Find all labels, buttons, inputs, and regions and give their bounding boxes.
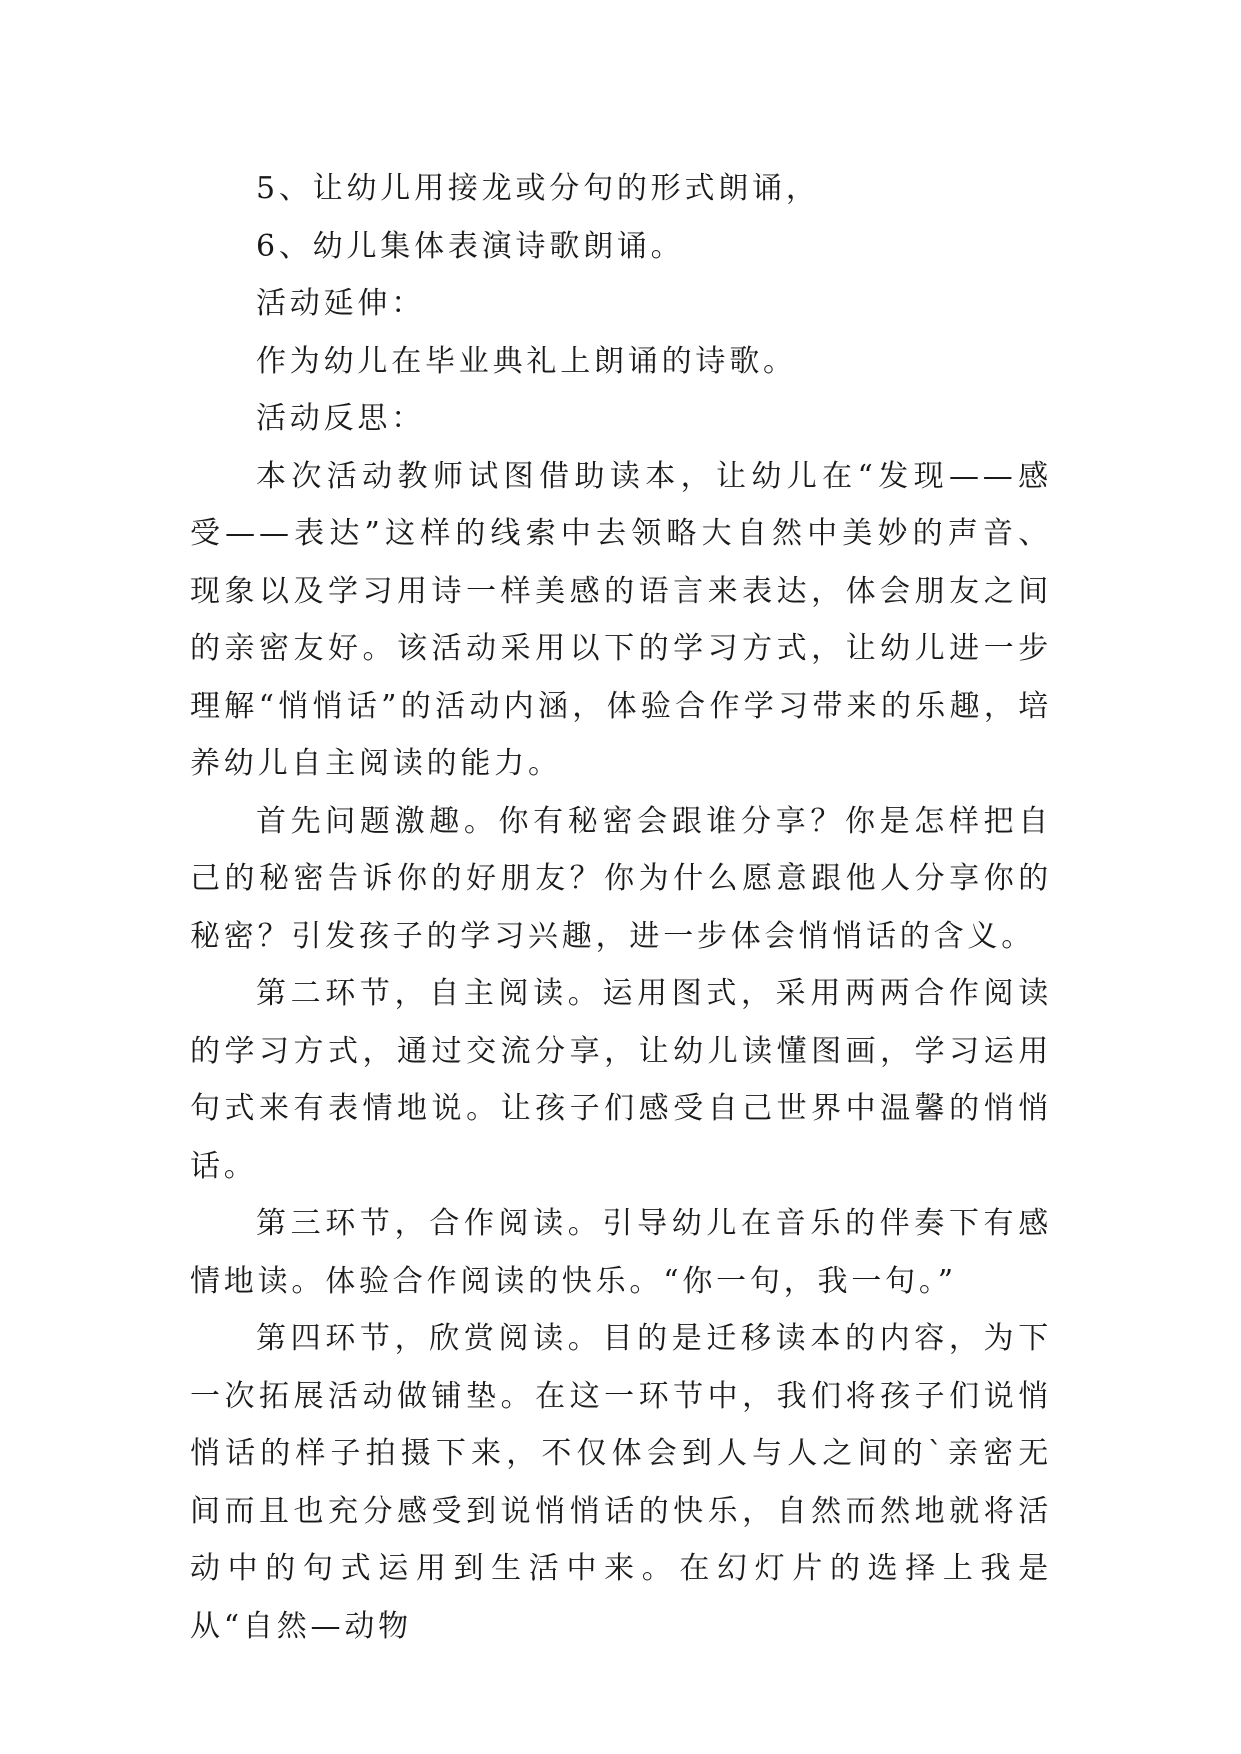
- paragraph-reflection-intro: 本次活动教师试图借助读本，让幼儿在“发现——感受——表达”这样的线索中去领略大自然中美妙的声音、现象以及学习用诗一样美感的语言来表达，体会朋友之间的亲密友好。该活动采用以下的学习方式，让幼儿进一步理解“悄悄话”的活动内涵，体验合作学习带来的乐趣，培养幼儿自主阅读的能力。: [190, 458, 1052, 781]
- heading-activity-extension: 活动延伸：: [256, 286, 425, 321]
- paragraph-extension: 作为幼儿在毕业典礼上朗诵的诗歌。: [256, 343, 797, 379]
- paragraph-step-6: 6、幼儿集体表演诗歌朗诵。: [256, 228, 685, 264]
- paragraph-step-one: 首先问题激趣。你有秘密会跟谁分享？你是怎样把自己的秘密告诉你的好朋友？你为什么愿意跟他人分享你的秘密？引发孩子的学习兴趣，进一步体会悄悄话的含义。: [190, 803, 1052, 954]
- paragraph-step-two: 第二环节，自主阅读。运用图式，采用两两合作阅读的学习方式，通过交流分享，让幼儿读懂图画，学习运用句式来有表情地说。让孩子们感受自己世界中温馨的悄悄话。: [190, 976, 1052, 1184]
- document-body: [190, 160, 1052, 1655]
- paragraph-step-four: 第四环节，欣赏阅读。目的是迁移读本的内容，为下一次拓展活动做铺垫。在这一环节中，我们将孩子们说悄悄话的样子拍摄下来，不仅体会到人与人之间的`亲密无间而且也充分感受到说悄悄话的快乐，自然而然地就将活动中的句式运用到生活中来。在幻灯片的选择上我是从“自然—动物: [190, 1321, 1052, 1644]
- heading-activity-reflection: 活动反思：: [256, 401, 425, 436]
- paragraph-step-three: 第三环节，合作阅读。引导幼儿在音乐的伴奏下有感情地读。体验合作阅读的快乐。“你一句，我一句。”: [190, 1206, 1052, 1299]
- paragraph-step-5: 5、让幼儿用接龙或分句的形式朗诵，: [256, 171, 820, 206]
